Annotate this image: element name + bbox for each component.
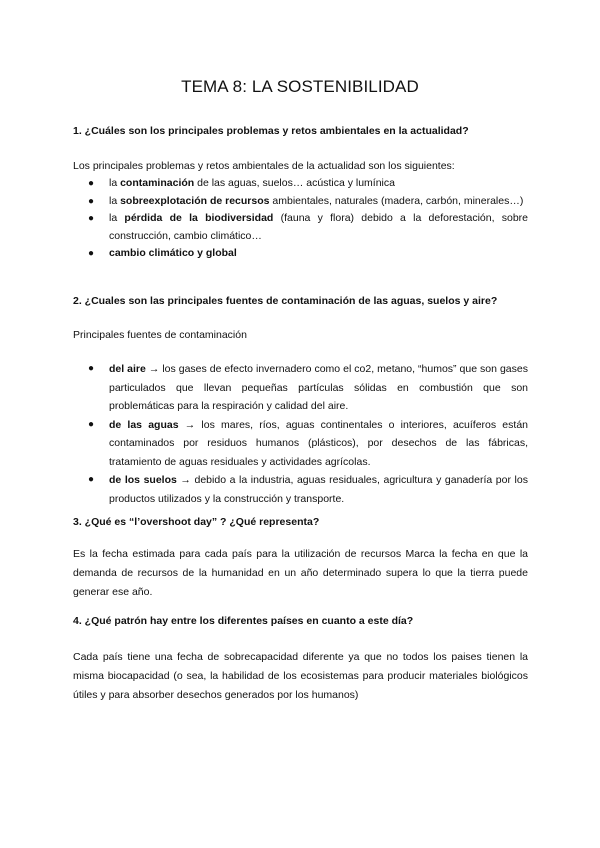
question-1: 1. ¿Cuáles son los principales problemas y retos ambientales en la actualidad? xyxy=(73,125,469,137)
list-item: ● la sobreexplotación de recursos ambientales, naturales (madera, carbón, minerales…) xyxy=(73,193,528,211)
list-item: ● cambio climático y global xyxy=(73,245,528,263)
list-item: ● la contaminación de las aguas, suelos… acústica y lumínica xyxy=(73,175,528,193)
bullet-icon: ● xyxy=(88,195,95,207)
q4-answer: Cada país tiene una fecha de sobrecapacidad diferente ya que no todos los paises tienen la misma biocapacidad (o sea, la habilidad de los ecosistemas para producir materiales biológicos útiles y para absorber desechos generados por los humanos) xyxy=(73,651,528,701)
q1-intro: Los principales problemas y retos ambientales de la actualidad son los siguientes: xyxy=(73,160,455,172)
bullet-icon: ● xyxy=(88,248,95,259)
bullet-icon: ● xyxy=(88,474,95,485)
bullet-icon: ● xyxy=(88,213,95,224)
arrow-icon: → xyxy=(145,363,163,375)
list-item: ● del aire → los gases de efecto invernadero como el co2, metano, “humos” que son gases particulados que llevan pequeñas partículas sólidas en combustión que son problemáticas para la respiración y calidad del aire. xyxy=(73,360,528,416)
list-item: ● de los suelos → debido a la industria, aguas residuales, agricultura y ganadería por los productos utilizados y la construcción y transporte. xyxy=(73,471,528,508)
page-title: TEMA 8: LA SOSTENIBILIDAD xyxy=(181,77,419,96)
q2-list xyxy=(73,360,528,508)
bullet-icon: ● xyxy=(88,178,95,189)
q1-list xyxy=(73,175,528,263)
list-item: ● la pérdida de la biodiversidad (fauna y flora) debido a la deforestación, sobre construcción, cambio climático… xyxy=(88,212,529,242)
question-2: 2. ¿Cuales son las principales fuentes de contaminación de las aguas, suelos y aire? xyxy=(73,295,498,307)
bullet-icon: ● xyxy=(88,418,95,430)
question-4: 4. ¿Qué patrón hay entre los diferentes países en cuanto a este día? xyxy=(73,615,414,627)
q2-intro: Principales fuentes de contaminación xyxy=(73,329,247,341)
bullet-icon: ● xyxy=(88,363,95,374)
question-3: 3. ¿Qué es “l’overshoot day” ? ¿Qué representa? xyxy=(73,516,320,528)
arrow-icon: → xyxy=(178,418,202,431)
q3-answer: Es la fecha estimada para cada país para la utilización de recursos Marca la fecha en que la demanda de recursos de la humanidad en un año determinado supera lo que la tierra puede generar ese año. xyxy=(73,548,528,598)
list-item: ● de las aguas → los mares, ríos, aguas continentales o interiores, acuíferos están contaminados por residuos humanos (plásticos), por desechos de las fábricas, tratamiento de aguas residuales y actividades agrícolas. xyxy=(73,416,528,472)
arrow-icon: → xyxy=(176,474,195,486)
